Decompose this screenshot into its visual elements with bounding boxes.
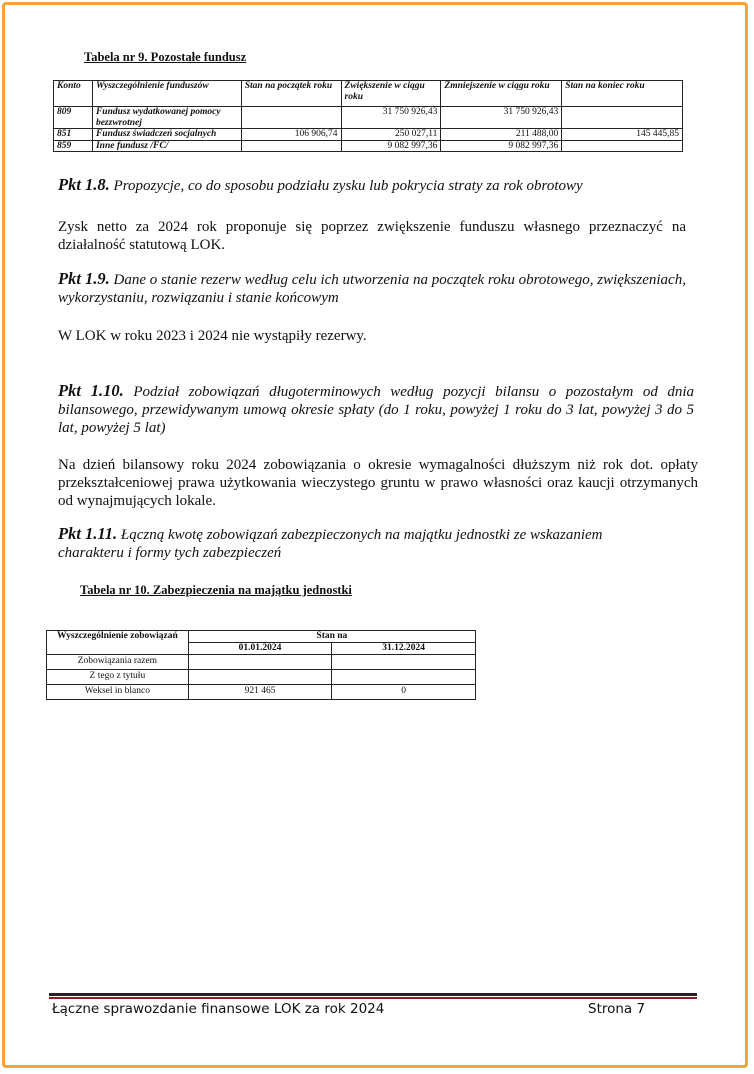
table9-cell: 809: [54, 107, 93, 129]
pkt110-label: Pkt 1.10.: [58, 381, 124, 400]
table9-cell: [241, 107, 341, 129]
table9-header-start: Stan na początek roku: [241, 81, 341, 107]
pkt111-heading: [58, 525, 658, 562]
footer-divider: [49, 993, 697, 996]
pkt18-heading-text: Propozycje, co do sposobu podziału zysku lub pokrycia straty za rok obrotowy: [113, 178, 583, 194]
table9-header-row: [54, 81, 683, 107]
table9: [53, 80, 683, 152]
table9-header-decrease: Zmniejszenie w ciągu roku: [441, 81, 562, 107]
pkt18-text: Zysk netto za 2024 rok proponuje się poprzez zwiększenie funduszu własnego przeznaczyć na działalność statutową LOK.: [58, 219, 686, 253]
table9-cell: Fundusz świadczeń socjalnych: [92, 129, 241, 141]
table10-cell: [332, 655, 476, 670]
table10-cell: 0: [332, 685, 476, 700]
table10-title: Tabela nr 10. Zabezpieczenia na majątku jednostki: [80, 583, 352, 597]
table9-title: Tabela nr 9. Pozostałe fundusz: [84, 50, 247, 64]
table9-cell: 851: [54, 129, 93, 141]
table9-cell: Fundusz wydatkowanej pomocy bezzwrotnej: [92, 107, 241, 129]
table10-cell: 921 465: [188, 685, 332, 700]
table9-cell: 106 906,74: [241, 129, 341, 141]
table9-header-increase: Zwiększenie w ciągu roku: [341, 81, 441, 107]
table10-header-date-end: 31.12.2024: [332, 643, 476, 655]
pkt19-heading: [58, 270, 688, 307]
table10-cell: [332, 670, 476, 685]
pkt18-label: Pkt 1.8.: [58, 175, 110, 194]
table9-cell: 9 082 997,36: [341, 140, 441, 152]
pkt19-heading-text: Dane o stanie rezerw według celu ich utworzenia na początek roku obrotowego, zwiększeniach, wykorzystaniu, rozwiązaniu i stanie końcowym: [58, 272, 686, 306]
table9-cell: Inne fundusz /FC/: [92, 140, 241, 152]
footer-page-number: Strona 7: [588, 1001, 646, 1017]
table-row: [54, 140, 683, 152]
pkt19-text: W LOK w roku 2023 i 2024 nie wystąpiły rezerwy.: [58, 328, 367, 344]
table10: [46, 630, 476, 700]
table9-cell: 145 445,85: [562, 129, 683, 141]
table-row: [47, 670, 476, 685]
pkt18-heading: [58, 176, 688, 195]
table9-cell: 9 082 997,36: [441, 140, 562, 152]
pkt110-heading: [58, 382, 694, 437]
table9-cell: 31 750 926,43: [341, 107, 441, 129]
table-row: [54, 129, 683, 141]
table10-cell: Weksel in blanco: [47, 685, 189, 700]
table-row: [47, 655, 476, 670]
table10-header-group: Stan na: [188, 631, 475, 643]
table10-cell: Z tego z tytułu: [47, 670, 189, 685]
table9-header-konto: Konto: [54, 81, 93, 107]
table9-cell: 211 488,00: [441, 129, 562, 141]
table10-cell: [188, 655, 332, 670]
table9-header-end: Stan na koniec roku: [562, 81, 683, 107]
table9-cell: [562, 140, 683, 152]
table10-header-row: [47, 631, 476, 643]
pkt110-text: Na dzień bilansowy roku 2024 zobowiązania o okresie wymagalności dłuższym niż rok dot. opłaty przekształceniowej prawa użytkowania wieczystego gruntu w prawo własności oraz kaucji otrzymanych od wynajmujących lokale.: [58, 457, 698, 509]
table9-cell: 859: [54, 140, 93, 152]
pkt110-heading-text: Podział zobowiązań długoterminowych według pozycji bilansu o pozostałym od dnia bilansowego, przewidywanym umową okresie spłaty (do 1 roku, powyżej 1 roku do 3 lat, powyżej 3 do 5 lat, powyżej 5 lat): [58, 384, 695, 436]
table10-header-item: Wyszczególnienie zobowiązań: [47, 631, 189, 655]
table10-cell: [188, 670, 332, 685]
table10-cell: Zobowiązania razem: [47, 655, 189, 670]
table-row: [54, 107, 683, 129]
pkt19-label: Pkt 1.9.: [58, 269, 110, 288]
table-row: [47, 685, 476, 700]
table10-header-date-start: 01.01.2024: [188, 643, 332, 655]
table9-cell: [562, 107, 683, 129]
table9-cell: 31 750 926,43: [441, 107, 562, 129]
pkt111-label: Pkt 1.11.: [58, 524, 118, 543]
table9-cell: [241, 140, 341, 152]
footer-divider-accent: [49, 997, 697, 999]
table9-header-description: Wyszczególnienie funduszów: [92, 81, 241, 107]
table9-cell: 250 027,11: [341, 129, 441, 141]
pkt111-heading-text: Łączną kwotę zobowiązań zabezpieczonych na majątku jednostki ze wskazaniem charakteru i formy tych zabezpieczeń: [58, 527, 603, 561]
footer-document-title: Łączne sprawozdanie finansowe LOK za rok 2024: [52, 1001, 385, 1017]
